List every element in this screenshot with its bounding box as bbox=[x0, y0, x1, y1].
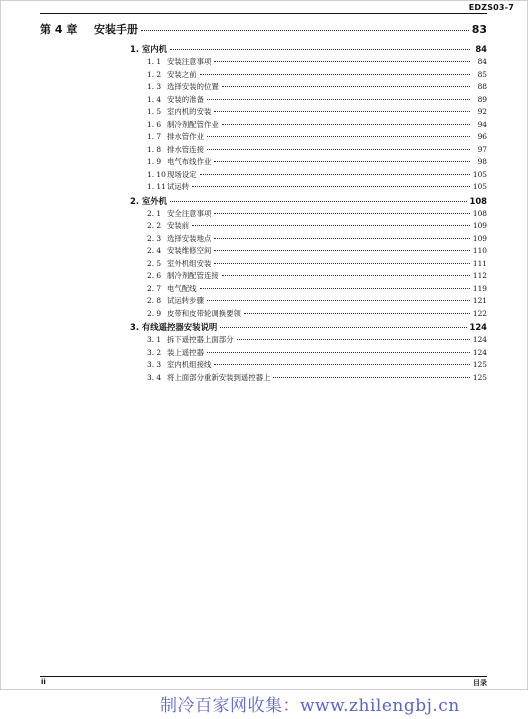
dot-leader bbox=[222, 275, 470, 276]
entry-page: 119 bbox=[472, 283, 487, 293]
entry-number: 2. 9 bbox=[147, 308, 162, 318]
table-of-contents bbox=[130, 43, 487, 384]
dot-leader bbox=[214, 250, 470, 251]
section-page: 108 bbox=[469, 195, 487, 206]
entry-number: 1. 11 bbox=[147, 182, 166, 191]
toc-entry[interactable] bbox=[130, 56, 487, 69]
dot-leader bbox=[222, 124, 470, 125]
chapter-number: 第 4 章 bbox=[40, 23, 78, 36]
entry-title: 安装维修空间 bbox=[167, 246, 212, 255]
entry-page: 105 bbox=[472, 182, 487, 191]
footer-rule bbox=[40, 676, 487, 677]
entry-title: 安装注意事项 bbox=[167, 57, 212, 66]
watermark-text: 制冷百家网收集：www.zhilengbj.cn bbox=[160, 696, 460, 716]
dot-leader bbox=[207, 99, 470, 100]
dot-leader bbox=[214, 238, 470, 239]
entry-page: 124 bbox=[472, 335, 487, 344]
page-number: ii bbox=[41, 678, 46, 686]
entry-number: 3. 2 bbox=[147, 347, 162, 357]
dot-leader bbox=[214, 61, 470, 62]
dot-leader bbox=[214, 263, 470, 264]
document-code: EDZS03-7 bbox=[468, 3, 514, 12]
dot-leader bbox=[214, 111, 470, 112]
dot-leader bbox=[214, 161, 470, 162]
toc-entry[interactable] bbox=[130, 156, 487, 169]
entry-number: 2. 4 bbox=[147, 246, 162, 255]
toc-entry[interactable] bbox=[130, 220, 487, 233]
entry-page: 92 bbox=[477, 107, 487, 116]
toc-section-3[interactable] bbox=[130, 321, 487, 334]
section-title: 2. 室外机 bbox=[130, 195, 168, 206]
entry-title: 制冷剂配管连接 bbox=[167, 271, 219, 280]
entry-title: 电气布线作业 bbox=[167, 157, 212, 166]
entry-number: 1. 8 bbox=[147, 144, 162, 154]
entry-page: 109 bbox=[472, 233, 487, 243]
dot-leader bbox=[207, 300, 470, 301]
toc-entry[interactable] bbox=[130, 181, 487, 194]
entry-number: 1. 10 bbox=[147, 169, 166, 179]
dot-leader bbox=[207, 149, 470, 150]
dot-leader bbox=[170, 201, 466, 202]
dot-leader bbox=[237, 339, 470, 340]
entry-page: 125 bbox=[472, 372, 487, 382]
toc-entry[interactable] bbox=[130, 131, 487, 144]
entry-page: 109 bbox=[472, 221, 487, 230]
dot-leader bbox=[192, 186, 470, 187]
dot-leader bbox=[200, 288, 470, 289]
entry-number: 1. 2 bbox=[147, 69, 162, 79]
entry-number: 3. 3 bbox=[147, 360, 162, 369]
dot-leader bbox=[214, 364, 470, 365]
toc-entry[interactable] bbox=[130, 81, 487, 94]
entry-number: 2. 1 bbox=[147, 208, 162, 218]
entry-number: 1. 1 bbox=[147, 57, 162, 66]
section-title: 1. 室内机 bbox=[130, 44, 168, 54]
entry-number: 3. 1 bbox=[147, 335, 162, 344]
toc-entry[interactable] bbox=[130, 308, 487, 321]
dot-leader bbox=[244, 313, 470, 314]
toc-entry[interactable] bbox=[130, 233, 487, 246]
entry-page: 125 bbox=[472, 360, 487, 369]
entry-page: 110 bbox=[472, 246, 487, 255]
entry-title: 选择安装地点 bbox=[167, 233, 212, 243]
entry-title: 室内机的安装 bbox=[167, 107, 212, 116]
dot-leader bbox=[207, 352, 470, 353]
entry-page: 124 bbox=[472, 347, 487, 357]
dot-leader bbox=[200, 74, 470, 75]
entry-title: 现场设定 bbox=[167, 169, 197, 179]
entry-title: 将上面部分重新安装到遥控器上 bbox=[167, 372, 271, 382]
section-title: 3. 有线遥控器安装说明 bbox=[130, 322, 218, 332]
entry-page: 89 bbox=[477, 94, 487, 104]
section-page: 84 bbox=[475, 44, 487, 54]
entry-number: 1. 9 bbox=[147, 157, 162, 166]
dot-leader bbox=[220, 327, 466, 328]
chapter-title: 安装手册 bbox=[94, 23, 138, 36]
dot-leader bbox=[214, 213, 470, 214]
entry-title: 拆下遥控器上面部分 bbox=[167, 335, 234, 344]
toc-entry[interactable] bbox=[130, 359, 487, 372]
toc-section-2[interactable] bbox=[130, 195, 487, 208]
entry-title: 安装之前 bbox=[167, 69, 197, 79]
entry-title: 安全注意事项 bbox=[167, 208, 212, 218]
section-page: 124 bbox=[469, 322, 487, 332]
toc-entry[interactable] bbox=[130, 94, 487, 107]
toc-entry[interactable] bbox=[130, 283, 487, 296]
header-rule bbox=[40, 13, 487, 14]
entry-page: 88 bbox=[477, 82, 487, 91]
toc-entry[interactable] bbox=[130, 69, 487, 82]
entry-page: 84 bbox=[477, 57, 487, 66]
entry-page: 96 bbox=[477, 132, 487, 141]
entry-page: 85 bbox=[477, 69, 487, 79]
entry-page: 108 bbox=[472, 208, 487, 218]
toc-entry[interactable] bbox=[130, 295, 487, 308]
entry-title: 排水管连接 bbox=[167, 144, 204, 154]
toc-entry[interactable] bbox=[130, 169, 487, 182]
toc-entry[interactable] bbox=[130, 270, 487, 283]
entry-number: 1. 3 bbox=[147, 82, 162, 91]
dot-leader bbox=[273, 377, 469, 378]
entry-number: 2. 3 bbox=[147, 233, 162, 243]
toc-entry[interactable] bbox=[130, 119, 487, 132]
entry-title: 皮带和皮带轮调换要领 bbox=[167, 308, 241, 318]
entry-page: 98 bbox=[477, 157, 487, 166]
dot-leader bbox=[200, 174, 470, 175]
entry-title: 室内机组接线 bbox=[167, 360, 212, 369]
chapter-page: 83 bbox=[471, 23, 487, 36]
entry-page: 112 bbox=[472, 271, 487, 280]
entry-title: 室外机组安装 bbox=[167, 258, 212, 268]
dot-leader bbox=[141, 30, 469, 31]
entry-title: 安装前 bbox=[167, 221, 190, 230]
entry-number: 2. 5 bbox=[147, 258, 162, 268]
toc-entry[interactable] bbox=[130, 334, 487, 347]
dot-leader bbox=[170, 49, 470, 50]
entry-number: 2. 2 bbox=[147, 221, 162, 230]
entry-title: 装上遥控器 bbox=[167, 347, 204, 357]
toc-entry[interactable] bbox=[130, 144, 487, 157]
entry-page: 121 bbox=[472, 296, 487, 305]
entry-number: 3. 4 bbox=[147, 372, 162, 382]
entry-number: 2. 6 bbox=[147, 271, 162, 280]
entry-title: 电气配线 bbox=[167, 283, 197, 293]
entry-title: 选择安装的位置 bbox=[167, 82, 219, 91]
entry-title: 制冷剂配管作业 bbox=[167, 119, 219, 129]
toc-entry[interactable] bbox=[130, 372, 487, 385]
entry-number: 1. 7 bbox=[147, 132, 162, 141]
toc-section-1[interactable] bbox=[130, 43, 487, 56]
entry-title: 试运转步骤 bbox=[167, 296, 204, 305]
entry-title: 试运转 bbox=[167, 182, 190, 191]
dot-leader bbox=[207, 136, 470, 137]
toc-entry[interactable] bbox=[130, 347, 487, 360]
dot-leader bbox=[192, 225, 470, 226]
entry-page: 122 bbox=[472, 308, 487, 318]
entry-page: 105 bbox=[472, 169, 487, 179]
toc-entry[interactable] bbox=[130, 245, 487, 258]
entry-number: 1. 5 bbox=[147, 107, 162, 116]
entry-page: 111 bbox=[472, 258, 487, 268]
entry-number: 1. 4 bbox=[147, 94, 162, 104]
entry-page: 94 bbox=[477, 119, 487, 129]
entry-page: 97 bbox=[477, 144, 487, 154]
toc-entry[interactable] bbox=[130, 208, 487, 221]
entry-title: 排水管作业 bbox=[167, 132, 204, 141]
entry-number: 1. 6 bbox=[147, 119, 162, 129]
entry-number: 2. 7 bbox=[147, 283, 162, 293]
dot-leader bbox=[222, 86, 470, 87]
chapter-heading[interactable] bbox=[40, 21, 487, 37]
footer-section-label: 目录 bbox=[473, 679, 487, 687]
toc-entry[interactable] bbox=[130, 106, 487, 119]
toc-entry[interactable] bbox=[130, 258, 487, 271]
entry-title: 安装的准备 bbox=[167, 94, 204, 104]
entry-number: 2. 8 bbox=[147, 296, 162, 305]
